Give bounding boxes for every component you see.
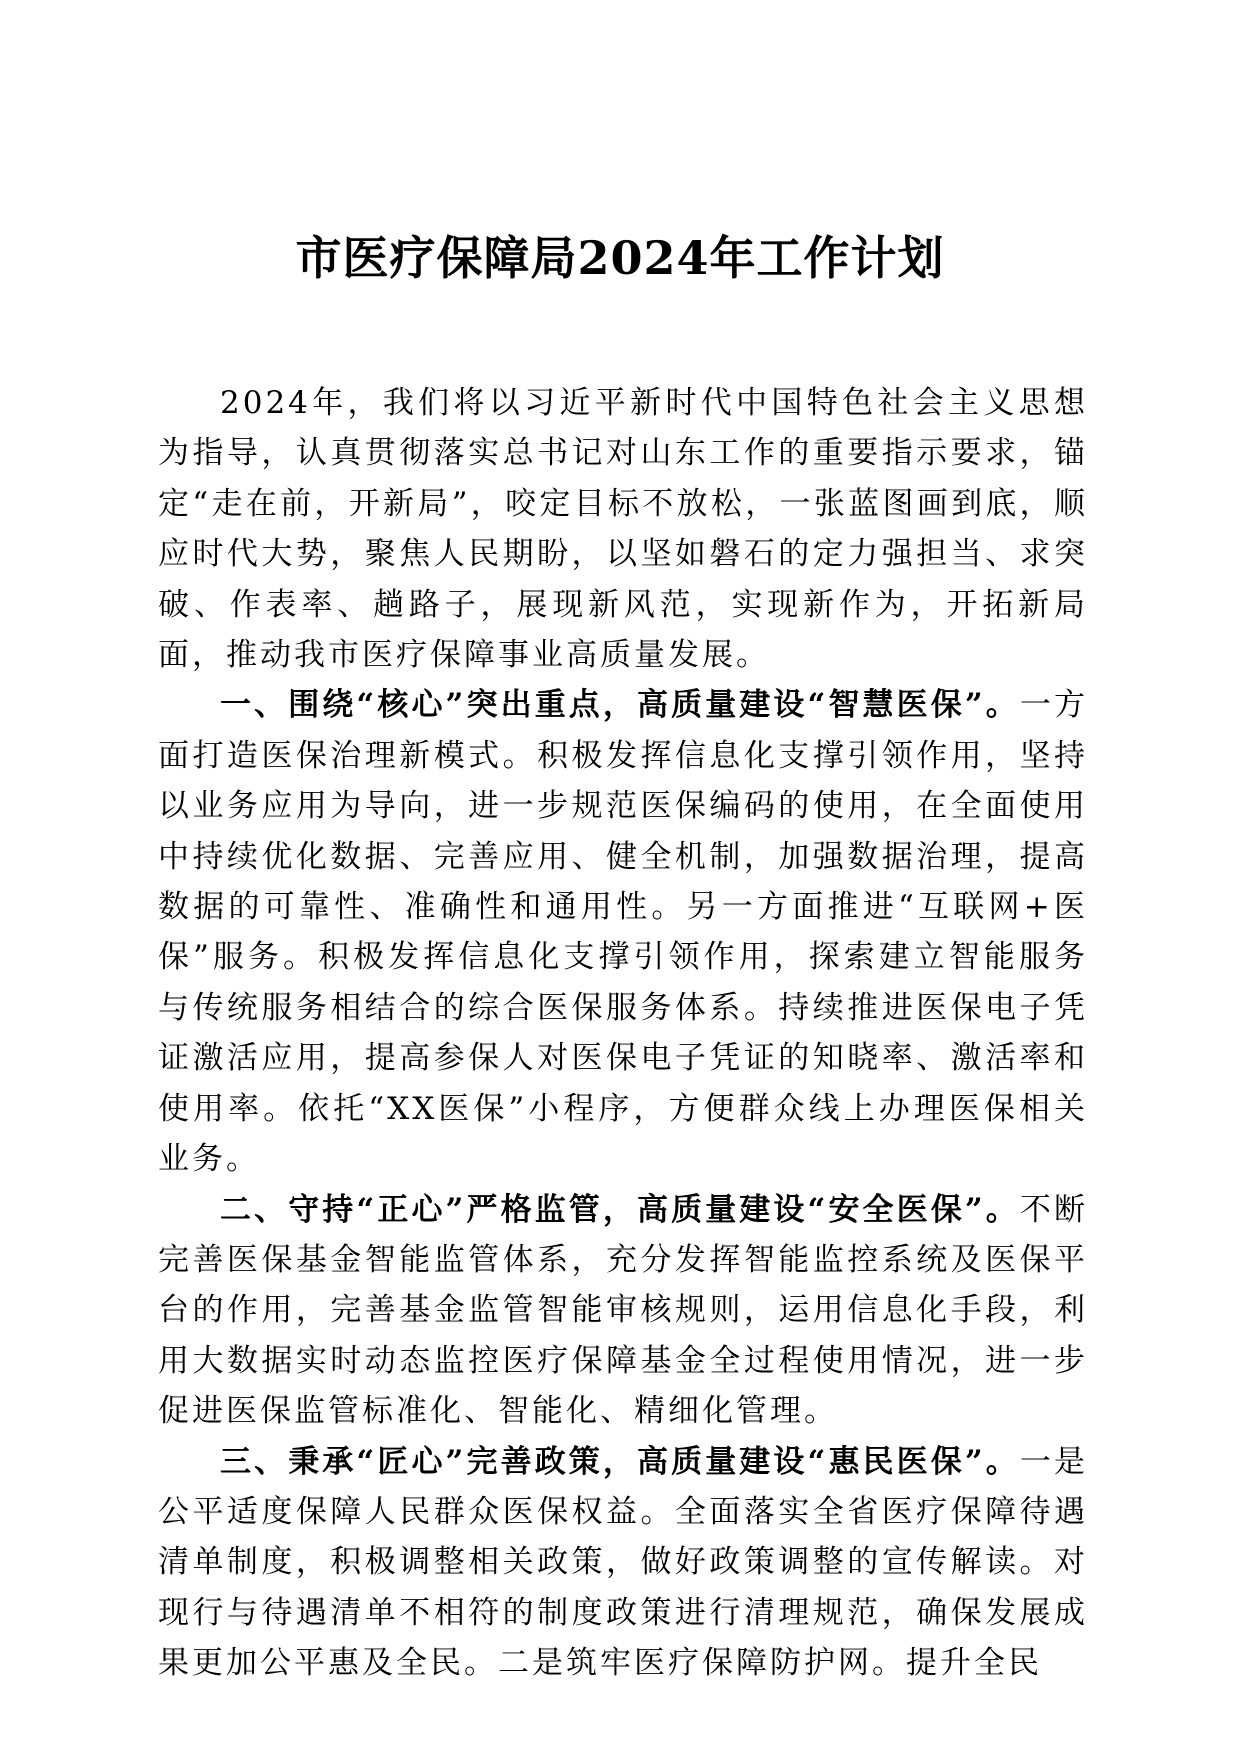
- section-3-paragraph: [158, 1437, 1088, 1689]
- section-3-text: 一是公平适度保障人民群众医保权益。全面落实全省医疗保障待遇清单制度，积极调整相关政策，做好政策调整的宣传解读。对现行与待遇清单不相符的制度政策进行清理规范，确保发展成果更加公平惠及全民。二是筑牢医疗保障防护网。提升全民: [158, 1443, 1089, 1682]
- section-1-text: 一方面打造医保治理新模式。积极发挥信息化支撑引领作用，坚持以业务应用为导向，进一步规范医保编码的使用，在全面使用中持续优化数据、完善应用、健全机制，加强数据治理，提高数据的可靠性、准确性和通用性。另一方面推进“互联网+医保”服务。积极发挥信息化支撑引领作用，探索建立智能服务与传统服务相结合的综合医保服务体系。持续推进医保电子凭证激活应用，提高参保人对医保电子凭证的知晓率、激活率和使用率。依托“XX医保”小程序，方便群众线上办理医保相关业务。: [158, 687, 1089, 1178]
- section-2-paragraph: [158, 1185, 1088, 1437]
- section-3-heading: 三、秉承“匠心”完善政策，高质量建设“惠民医保”。: [220, 1443, 1020, 1480]
- section-1-heading: 一、围绕“核心”突出重点，高质量建设“智慧医保”。: [220, 687, 1020, 724]
- section-2-heading: 二、守持“正心”严格监管，高质量建设“安全医保”。: [220, 1191, 1020, 1228]
- section-1-paragraph: [158, 680, 1088, 1184]
- document-body: [158, 378, 1088, 1689]
- document-title: 市医疗保障局2024年工作计划: [295, 231, 945, 285]
- intro-paragraph: 2024年，我们将以习近平新时代中国特色社会主义思想为指导，认真贯彻落实总书记对山东工作的重要指示要求，锚定“走在前，开新局”，咬定目标不放松，一张蓝图画到底，顺应时代大势，聚焦人民期盼，以坚如磐石的定力强担当、求突破、作表率、趟路子，展现新风范，实现新作为，开拓新局面，推动我市医疗保障事业高质量发展。: [158, 385, 1088, 674]
- section-2-text: 不断完善医保基金智能监管体系，充分发挥智能监控系统及医保平台的作用，完善基金监管智能审核规则，运用信息化手段，利用大数据实时动态监控医疗保障基金全过程使用情况，进一步促进医保监管标准化、智能化、精细化管理。: [158, 1191, 1089, 1430]
